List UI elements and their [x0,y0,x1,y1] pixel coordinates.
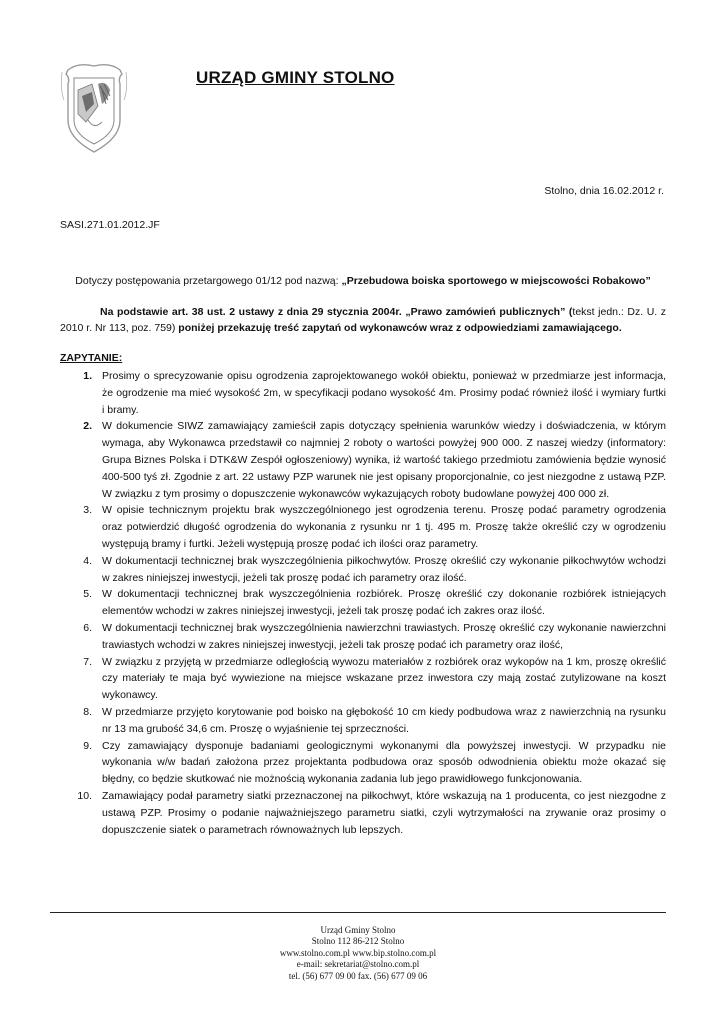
date-line: Stolno, dnia 16.02.2012 r. [544,185,664,197]
footer-websites: www.stolno.com.pl www.bip.stolno.com.pl [279,947,437,958]
question-text: Prosimy o sprecyzowanie opisu ogrodzenia zaprojektowanego wokół obiektu, ponieważ w przedmiarze jest informacja, że ogrodzenie ma mieć wysokość 2m, w specyfikacji podano wysokość 4m. Prosimy podać również ilość i wymiary furtki i bramy. [102,370,666,416]
question-number: 6. [83,621,92,634]
list-item [60,788,666,838]
question-text: W dokumencie SIWZ zamawiający zamieścił zapis dotyczący spełnienia warunków wiedzy i doświadczenia, w którym wymaga, aby Wykonawca przedstawił co najmniej 2 roboty o wartości powyżej 900 000. Z naszej wiedzy (informatory: Grupa Biznes Polska i DTK&W Zespół ogłoszeniowy) wynika, iż wartość takiego przedmiotu zamówienia będzie wynosić 400-500 tyś zł. Zgodnie z art. 22 ustawy PZP warunek nie jest opisany proporcjonalnie, co jest niezgodne z ustawą PZP. W związku z tym prosimy o dopuszczenie wykonawców wykazujących roboty budowlane powyżej 400 000 zł. [102,420,666,500]
legal-basis-part3: poniżej przekazuję treść zapytań od wykonawców wraz z odpowiedziami zamawiającego. [175,322,622,334]
questions-heading: ZAPYTANIE: [60,352,123,364]
question-text: Czy zamawiający dysponuje badaniami geologicznymi wykonanymi dla powyższej inwestycji. W przypadku nie wykonania w/w badań założona przez projektanta podbudowa oraz sposób odwodnienia obiektu może okazać się błędny, co będzie skutkować nie możnością wykonania zadania lub jego prawidłowego funkcjonowania. [102,739,666,786]
question-number: 8. [83,705,92,718]
list-item [60,654,666,704]
footer-office-name: Urząd Gminy Stolno [320,925,396,935]
list-item [60,502,666,552]
list-item [60,586,666,620]
footer-phone-fax: tel. (56) 677 09 00 fax. (56) 677 09 06 [288,970,428,981]
question-number: 4. [83,554,92,567]
question-text: W związku z przyjętą w przedmiarze odległością wywozu materiałów z rozbiórek oraz wykopów na 1 km, proszę określić czy materiały te maja być wywiezione na miejsce wskazane przez inwestora czy mają zostać zutylizowane na koszt wykonawcy. [102,655,666,702]
questions-list [60,368,666,838]
question-text: W dokumentacji technicznej brak wyszczególnienia rozbiórek. Proszę określić czy dokonanie rozbiórek istniejących elementów wchodzi w zakres niniejszej inwestycji, jeżeli tak proszę podać ich zakres oraz ilość. [102,588,666,618]
list-item [60,553,666,587]
coat-of-arms-icon [58,60,130,156]
question-number: 1. [83,370,92,382]
list-item [60,368,666,418]
list-item [60,704,666,738]
question-text: W dokumentacji technicznej brak wyszczególnienia piłkochwytów. Proszę określić czy wykonanie piłkochwytów wchodzi w zakres niniejszej inwestycji, jeżeli tak proszę podać ich parametry oraz ilość. [102,554,666,584]
question-number: 2. [83,420,92,433]
list-item [60,738,666,788]
footer-divider [50,912,666,913]
footer [50,925,666,982]
question-text: W przedmiarze przyjęto korytowanie pod boisko na głębokość 10 cm kiedy podbudowa wraz z nawierzchnią na rysunku nr 13 ma grubość 34,6 cm. Proszę o wyjaśnienie tej sprzeczności. [102,705,666,735]
legal-basis-paragraph [60,304,666,336]
question-number: 9. [83,739,92,752]
question-number: 7. [83,655,92,668]
reference-number: SASI.271.01.2012.JF [60,219,160,231]
question-number: 10. [77,789,92,802]
legal-basis-part1: Na podstawie art. 38 ust. 2 ustawy z dnia 29 stycznia 2004r. „Prawo zamówień publicznych” ( [100,306,573,318]
legal-basis-part2: tekst jedn.: Dz. U. z 2010 r. Nr 113, poz. 759) [60,306,667,334]
question-number: 5. [83,588,92,601]
subject-prefix: Dotyczy postępowania przetargowego 01/12 pod nazwą: [75,275,342,287]
question-number: 3. [83,504,92,517]
list-item [60,620,666,654]
list-item [60,418,666,502]
question-text: Zamawiający podał parametry siatki przeznaczonej na piłkochwyt, które wskazują na 1 producenta, co jest niezgodne z ustawą PZP. Prosimy o podanie najważniejszego parametru siatki, czyli wytrzymałości na zrywanie oraz prosimy o dopuszczenie siatek o parametrach równoważnych lub lepszych. [102,789,666,836]
subject-line [60,275,666,287]
footer-email: e-mail: sekretariat@stolno.com.pl [296,959,420,970]
question-text: W dokumentacji technicznej brak wyszczególnienia nawierzchni trawiastych. Proszę określić czy wykonanie nawierzchni trawiastych wchodzi w zakres niniejszej inwestycji, jeżeli tak proszę podać ich parametry oraz ilość, [102,621,666,651]
office-title: URZĄD GMINY STOLNO [196,68,395,87]
question-text: W opisie technicznym projektu brak wyszczególnionego jest ogrodzenia terenu. Proszę podać parametry ogrodzenia oraz potwierdzić długość ogrodzenia do wykonania z rysunku nr 1 tj. 495 m. Proszę także określić czy w ogrodzeniu występują bramy i furtki. Jeżeli występują proszę podać ich ilości oraz parametry. [102,504,666,550]
subject-title: „Przebudowa boiska sportowego w miejscowości Robakowo” [341,275,651,287]
footer-address: Stolno 112 86-212 Stolno [311,936,405,947]
